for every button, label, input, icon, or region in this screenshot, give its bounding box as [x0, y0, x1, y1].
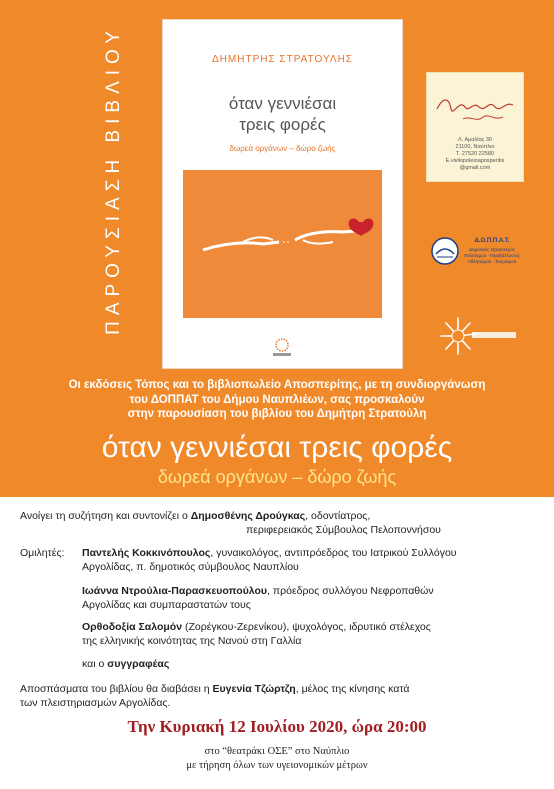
event-date-time: Την Κυριακή 12 Ιουλίου 2020, ώρα 20:00 — [127, 717, 427, 736]
event-venue — [0, 745, 554, 773]
cover-author: ΔΗΜΗΤΡΗΣ ΣΤΡΑΤΟΥΛΗΣ — [212, 54, 353, 65]
speaker-2-line-2: Αργολίδας και συμπαραστατών τους — [82, 599, 251, 611]
speaker-1-line-1: Παντελής Κοκκινόπουλος, γυναικολόγος, αντιπρόεδρος του Ιατρικού Συλλόγου — [82, 547, 457, 559]
speaker-2-line-1: Ιωάννα Ντρούλια-Παρασκευοπούλου, πρόεδρος συλλόγου Νεφροπαθών — [82, 585, 434, 597]
doppat-logo — [430, 236, 522, 268]
author-speaker-line: και ο συγγραφέας — [82, 658, 170, 670]
reading-line-1: Αποσπάσματα του βιβλίου θα διαβάσει η Ευγενία Τζώρτζη, μέλος της κίνησης κατά — [20, 683, 410, 695]
intro-line-1: Οι εκδόσεις Τόπος και το βιβλιοπωλείο Αποσπερίτης, με τη συνδιοργάνωση — [68, 379, 486, 391]
speaker-name: Ορθοδοξία Σαλομόν — [82, 621, 183, 633]
author-role: συγγραφέας — [107, 658, 170, 670]
author-name: Δημήτρη Στρατούλη — [316, 408, 427, 420]
bookshop-name: Αποσπερίτης — [283, 379, 359, 391]
event-subtitle: δωρεά οργάνων – δώρο ζωής — [157, 467, 397, 487]
address-line: @gmail.com — [459, 165, 491, 171]
moderator-name: Δημοσθένης Δρούγκας — [190, 510, 306, 522]
side-vertical-title: ΠΑΡΟΥΣΙΑΣΗ ΒΙΒΛΙΟΥ — [103, 25, 124, 335]
publisher-name: εκδόσεις Τόπος — [83, 379, 170, 391]
doppat-desc-line: Δημοτικός Οργανισμός — [469, 247, 515, 252]
address-line: E.vivliopoleioaposperitis — [445, 158, 505, 164]
doppat-description — [462, 247, 522, 265]
moderator-line-2: περιφερειακός Σύμβουλος Πελοποννήσου — [246, 524, 441, 536]
intro-line-3: στην παρουσίαση του βιβλίου του Δημήτρη Στρατούλη — [127, 408, 427, 420]
speaker-name: Παντελής Κοκκινόπουλος — [82, 547, 211, 559]
cover-title-line1: όταν γεννιέσαι — [228, 94, 337, 113]
publisher-logo-icon — [267, 336, 297, 358]
hands-heart-icon — [183, 170, 382, 318]
speaker-3-line-1: Ορθοδοξία Σαλομόν (Ζορέγκου-Ζερενίκου), ψυχολόγος, ιδρυτικό στέλεχος — [82, 621, 431, 633]
book-cover-image — [163, 20, 402, 368]
speaker-1-line-2: Αργολίδας, π. δημοτικός σύμβουλος Ναυπλίου — [82, 561, 299, 573]
cover-title-line2: τρεις φορές — [239, 115, 326, 134]
address-line: Λ. Αμαλίας 30 — [458, 137, 492, 143]
doppat-name: Δ.Ο.Π.Π.Α.Τ. — [474, 238, 510, 244]
address-line: 21100, Ναύπλιο — [455, 144, 495, 150]
cover-subtitle: δωρεά οργάνων – δώρο ζωής — [229, 144, 336, 153]
speakers-label: Ομιλητές: — [20, 547, 65, 559]
bookshop-signature-logo — [433, 87, 517, 127]
bookshop-address — [433, 137, 517, 172]
doppat-emblem-icon — [430, 236, 460, 266]
reading-line-2: των πλειστηριασμών Αργολίδας. — [20, 697, 171, 709]
speaker-3-line-2: της ελληνικής κοινότητας της Νανού στη Γαλλία — [82, 635, 302, 647]
event-title: όταν γεννιέσαι τρεις φορές — [101, 431, 453, 464]
invitation-intro — [0, 378, 554, 422]
address-line: Τ. 27520 22580 — [456, 151, 494, 157]
moderator-line: Ανοίγει τη συζήτηση και συντονίζει ο Δημοσθένης Δρούγκας, οδοντίατρος, — [20, 510, 371, 522]
bookshop-card — [426, 72, 524, 182]
doppat-desc-line: Αθλητισμού - Τουρισμού — [467, 259, 517, 264]
venue-line-2: με τήρηση όλων των υγειονομικών μέτρων — [186, 760, 368, 771]
doppat-desc-line: Πολιτισμού - Περιβάλλοντος — [464, 253, 520, 258]
coorganizer-name: ΔΟΠΠΑΤ — [150, 393, 199, 406]
speaker-name: Ιωάννα Ντρούλια-Παρασκευοπούλου — [82, 585, 268, 597]
intro-line-2: του ΔΟΠΠΑΤ του Δήμου Ναυπλιέων, σας προσκαλούν — [129, 393, 425, 406]
reader-name: Ευγενία Τζώρτζη — [212, 683, 296, 695]
cover-hands-illustration — [183, 170, 382, 318]
topos-publisher-logo — [428, 312, 524, 360]
venue-line-1: στο “θεατράκι ΟΣΕ” στο Ναύπλιο — [204, 746, 350, 757]
